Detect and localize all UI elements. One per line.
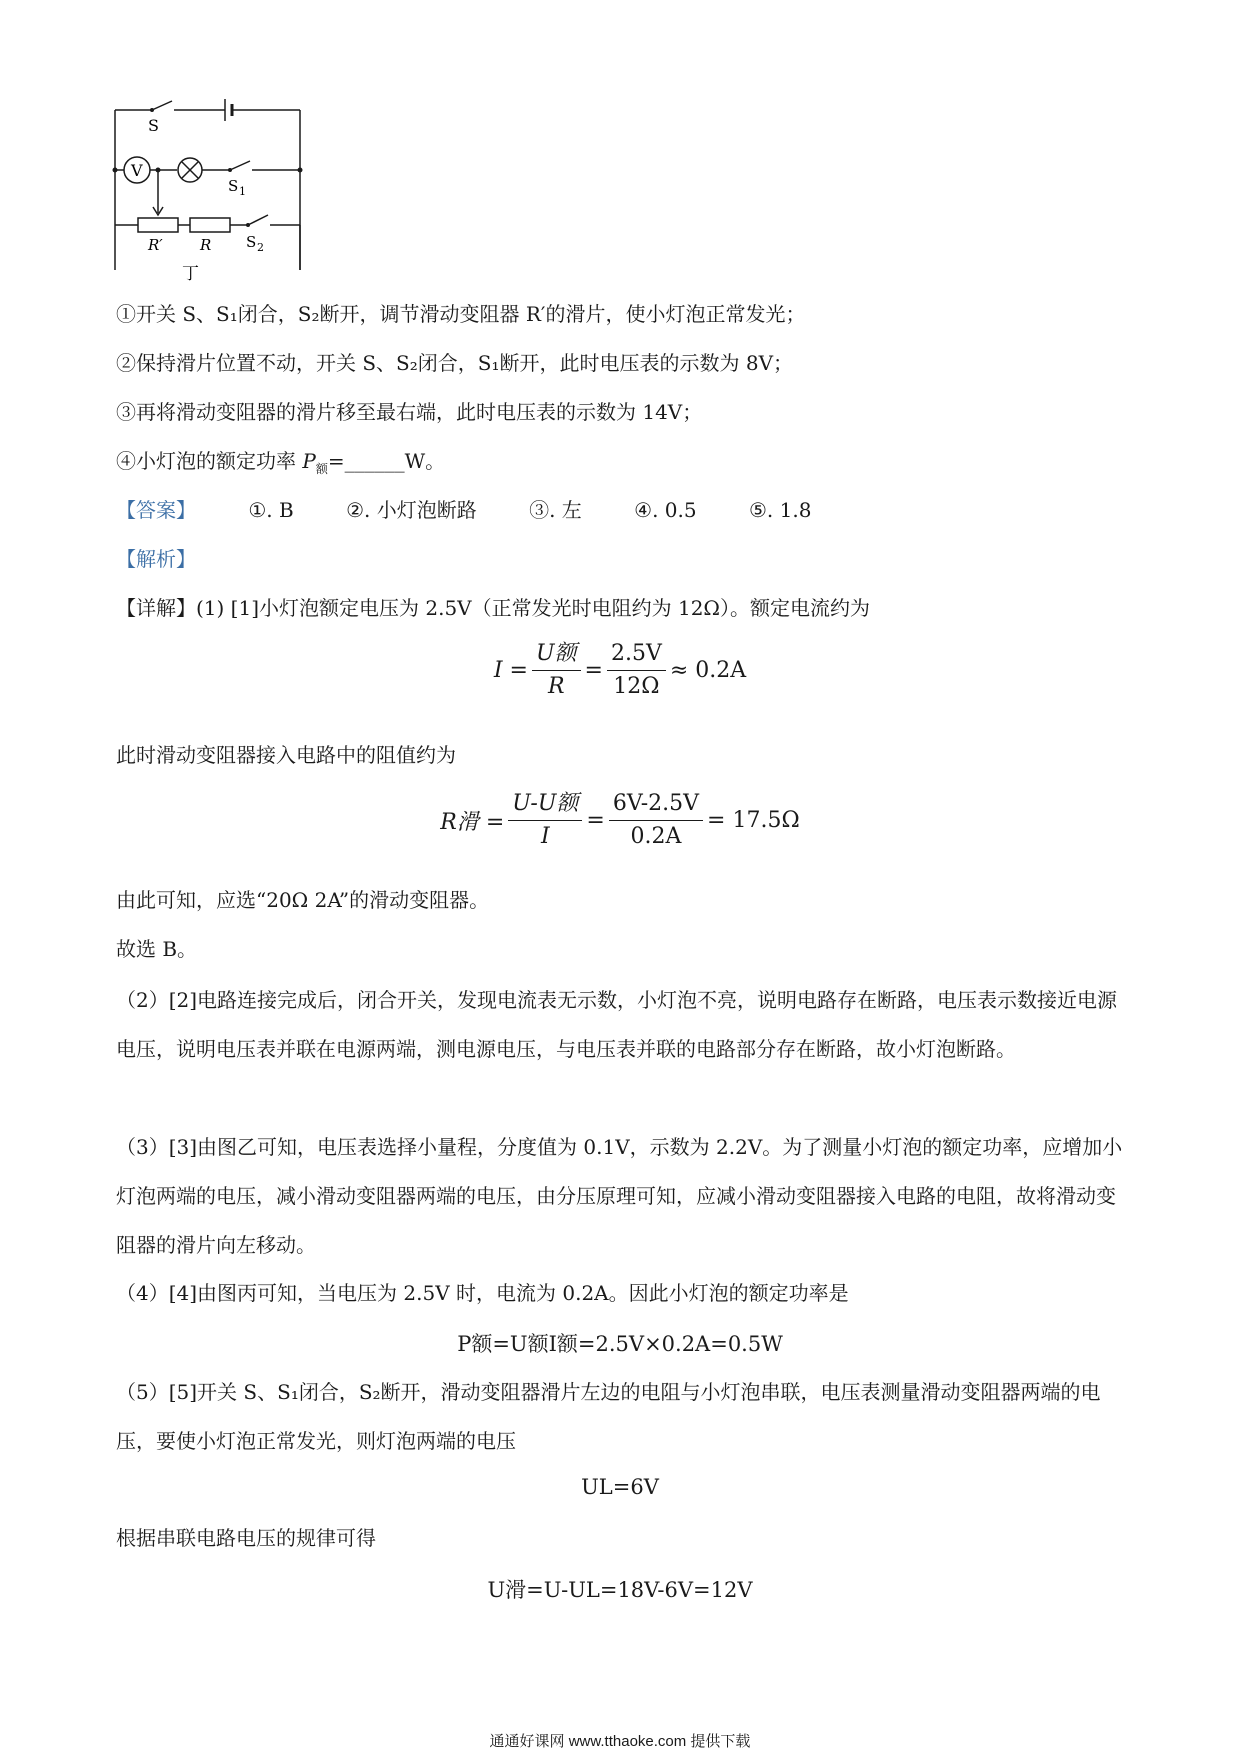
equation-3: P额=U额I额=2.5V×0.2A=0.5W xyxy=(457,1332,783,1356)
detail-p5-text: （2）[2]电路连接完成后，闭合开关，发现电流表无示数，小灯泡不亮，说明电路存在断路，电压表示数接近电源电压，说明电压表并联在电源两端，测电源电压，与电压表并联的电路部分存在断路，故小灯泡断路。 xyxy=(116,988,1118,1061)
detail-p6 xyxy=(116,1123,1126,1270)
eq2-eq: = xyxy=(586,808,605,833)
equation-4: UL=6V xyxy=(581,1475,659,1499)
step-4-p: P xyxy=(302,449,316,473)
label-switch-s: S xyxy=(148,116,159,135)
detail-p7: （4）[4]由图丙可知，当电压为 2.5V 时，电流为 0.2A。因此小灯泡的额定功率是 xyxy=(116,1281,849,1305)
answer-item-1: ①. B xyxy=(248,498,294,522)
eq2-frac-2 xyxy=(609,790,703,851)
detail-p1: 【详解】(1) [1]小灯泡额定电压为 2.5V（正常发光时电阻约为 12Ω）。额定电流约为 xyxy=(116,596,871,620)
eq2-den2: 0.2A xyxy=(630,824,682,849)
label-switch-s2-sub: 2 xyxy=(257,241,264,254)
detail-p6-text: （3）[3]由图乙可知，电压表选择小量程，分度值为 0.1V，示数为 2.2V。为了测量小灯泡的额定功率，应增加小灯泡两端的电压，减小滑动变阻器两端的电压，由分压原理可知，应减小滑动变阻器接入电路的电阻，故将滑动变阻器的滑片向左移动。 xyxy=(116,1135,1123,1257)
detail-p9: 根据串联电路电压的规律可得 xyxy=(116,1526,376,1550)
footer: 通通好课网 www.tthaoke.com 提供下载 xyxy=(489,1733,751,1750)
step-3: ③再将滑动变阻器的滑片移至最右端，此时电压表的示数为 14V； xyxy=(116,400,703,424)
detail-p8-text: （5）[5]开关 S、S₁闭合，S₂断开，滑动变阻器滑片左边的电阻与小灯泡串联，电压表测量滑动变阻器两端的电压，要使小灯泡正常发光，则灯泡两端的电压 xyxy=(116,1380,1101,1453)
answer-item-3: ③. 左 xyxy=(529,498,582,522)
eq1-lhs: I = xyxy=(493,658,528,683)
label-switch-s1: S xyxy=(228,177,239,195)
label-switch-s1-sub: 1 xyxy=(239,185,246,198)
eq2-num1: U-U额 xyxy=(508,790,582,821)
eq1-den1: R xyxy=(547,674,565,699)
equation-5: U滑=U-UL=18V-6V=12V xyxy=(487,1578,753,1602)
detail-p2: 此时滑动变阻器接入电路中的阻值约为 xyxy=(116,743,456,767)
step-4 xyxy=(116,447,445,483)
eq1-frac-1 xyxy=(532,640,581,701)
eq2-frac-1 xyxy=(508,790,582,851)
label-rheostat: R′ xyxy=(148,236,163,254)
circuit-diagram xyxy=(110,95,310,295)
eq1-frac-2 xyxy=(607,640,666,701)
step-2: ②保持滑片位置不动，开关 S、S₂闭合，S₁断开，此时电压表的示数为 8V； xyxy=(116,351,794,375)
equation-1 xyxy=(0,640,1240,701)
eq1-eq: = xyxy=(584,658,603,683)
answer-item-4: ④. 0.5 xyxy=(634,498,697,522)
step-1: ①开关 S、S₁闭合，S₂断开，调节滑动变阻器 R′的滑片，使小灯泡正常发光； xyxy=(116,302,806,326)
label-switch-s2: S xyxy=(246,233,257,251)
equation-2 xyxy=(0,790,1240,851)
detail-p4: 故选 B。 xyxy=(116,937,198,961)
answer-item-2: ②. 小灯泡断路 xyxy=(346,498,477,522)
step-4-suffix: =______W。 xyxy=(327,449,446,473)
diagram-caption: 丁 xyxy=(182,264,199,284)
eq1-num2: 2.5V xyxy=(607,640,666,671)
label-resistor: R xyxy=(200,236,212,254)
step-4-sub: 额 xyxy=(315,462,328,476)
analysis-label: 【解析】 xyxy=(116,547,196,571)
label-voltmeter: V xyxy=(131,161,143,180)
circuit-svg xyxy=(110,95,310,295)
answer-row xyxy=(116,496,811,524)
step-4-prefix: ④小灯泡的额定功率 xyxy=(116,449,303,473)
eq1-den2: 12Ω xyxy=(613,674,660,699)
eq1-rhs: ≈ 0.2A xyxy=(669,658,747,683)
answer-label: 【答案】 xyxy=(116,498,196,522)
eq1-num1: U额 xyxy=(532,640,581,671)
detail-p5 xyxy=(116,976,1126,1074)
detail-p3: 由此可知，应选“20Ω 2A”的滑动变阻器。 xyxy=(116,888,490,912)
eq2-den1: I xyxy=(541,824,550,849)
answer-item-5: ⑤. 1.8 xyxy=(748,498,812,522)
eq2-num2: 6V-2.5V xyxy=(609,790,703,821)
eq2-rhs: = 17.5Ω xyxy=(707,808,800,833)
eq2-lhs: R滑 = xyxy=(440,810,505,835)
detail-p8 xyxy=(116,1368,1126,1466)
